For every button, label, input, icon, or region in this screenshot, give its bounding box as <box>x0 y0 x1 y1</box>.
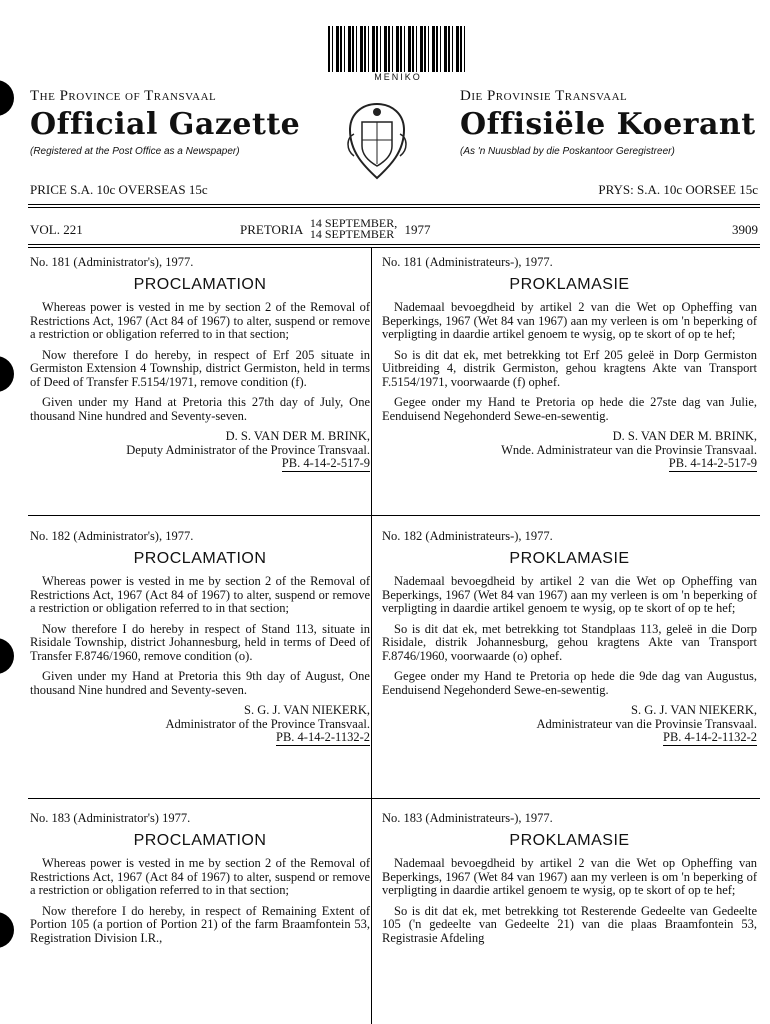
punch-hole <box>0 912 14 948</box>
paragraph: Whereas power is vested in me by section 2 of the Removal of Restrictions Act, 1967 (Act 84 of 1967) to alter, suspend or remove a restriction or obligation referred to in that section; <box>30 574 370 615</box>
proclamation-number: No. 182 (Administrateurs-), 1977. <box>382 529 553 543</box>
volume: VOL. 221 <box>30 222 83 237</box>
barcode-bars <box>328 26 468 74</box>
proclamation-183-af <box>382 812 757 952</box>
signatory-title: Administrateur van die Provinsie Transvaal. <box>536 716 757 731</box>
gazette-title-af: Offisiële Koerant <box>460 107 756 142</box>
proclamation-heading: PROCLAMATION <box>133 275 267 293</box>
paragraph: Given under my Hand at Pretoria this 9th day of August, One thousand Nine hundred and Seventy-seven. <box>30 669 370 697</box>
signatory: D. S. VAN DER M. BRINK, <box>225 429 370 443</box>
proclamation-181-af <box>382 256 757 472</box>
proclamation-182-en <box>30 530 370 746</box>
proclamation-number: No. 183 (Administrator's) 1977. <box>30 811 191 825</box>
paragraph: So is dit dat ek, met betrekking tot Resterende Gedeelte van Gedeelte 105 ('n gedeelte van Gedeelte 21) van die plaas Braamfontein 53, Registrasie Afdeling <box>382 903 757 945</box>
proclamation-heading: PROKLAMASIE <box>509 831 630 849</box>
divider <box>28 798 760 799</box>
proclamation-heading: PROKLAMASIE <box>509 549 630 567</box>
signatory-title: Administrator of the Province Transvaal. <box>165 716 370 731</box>
place: PRETORIA <box>240 222 303 237</box>
province-title-af: Die Provinsie Transvaal <box>460 88 628 104</box>
reference-number: PB. 4-14-2-1132-2 <box>276 730 370 744</box>
paragraph: So is dit dat ek, met betrekking tot Erf 205 geleë in Dorp Germiston Uitbreiding 4, distrik Germiston, gehou kragtens Akte van Transport F.5154/1971, voorwaarde (f) ophef. <box>382 347 757 389</box>
proclamation-number: No. 181 (Administrator's), 1977. <box>30 255 194 269</box>
signatory: S. G. J. VAN NIEKERK, <box>631 703 757 717</box>
proclamation-number: No. 181 (Administrateurs-), 1977. <box>382 255 553 269</box>
divider <box>28 247 760 248</box>
proclamation-heading: PROCLAMATION <box>133 549 267 567</box>
paragraph: Whereas power is vested in me by section 2 of the Removal of Restrictions Act, 1967 (Act 84 of 1967) to alter, suspend or remove a restriction or obligation referred to in that section; <box>30 300 370 341</box>
barcode <box>328 26 468 84</box>
proclamation-heading: PROKLAMASIE <box>509 275 630 293</box>
signatory: D. S. VAN DER M. BRINK, <box>612 429 757 443</box>
paragraph: Gegee onder my Hand te Pretoria op hede die 9de dag van Augustus, Eenduisend Negehonderd Sewe-en-sewentig. <box>382 669 757 697</box>
reference-number: PB. 4-14-2-517-9 <box>668 456 757 470</box>
date-en: 14 SEPTEMBER, <box>309 216 398 230</box>
signatory: S. G. J. VAN NIEKERK, <box>244 703 370 717</box>
proclamation-number: No. 183 (Administrateurs-), 1977. <box>382 811 553 825</box>
paragraph: Now therefore I do hereby, in respect of Erf 205 situate in Germiston Extension 4 Township, district Germiston, held in terms of Deed of Transfer F.5154/1971, remove condition (f). <box>30 347 370 389</box>
reference-number: PB. 4-14-2-517-9 <box>281 456 370 470</box>
paragraph: Whereas power is vested in me by section 2 of the Removal of Restrictions Act, 1967 (Act 84 of 1967) to alter, suspend or remove a restriction or obligation referred to in that section; <box>30 856 370 897</box>
paragraph: Nademaal bevoegdheid by artikel 2 van die Wet op Opheffing van Beperkings, 1967 (Wet 84 van 1967) aan my verleen is om 'n beperking of verpligting in daardie artikel genoem te wysig, op te skort of op te hef; <box>382 574 757 615</box>
price-af: PRYS: S.A. 10c OORSEE 15c <box>598 182 758 197</box>
signatory-title: Deputy Administrator of the Province Transvaal. <box>126 442 370 457</box>
coat-of-arms-icon <box>342 100 412 182</box>
masthead-english <box>30 88 340 157</box>
paragraph: So is dit dat ek, met betrekking tot Standplaas 113, geleë in die Dorp Risidale, distrik Johannesburg, gehou kragtens Akte van Transport F.8746/1960, voorwaarde (o) ophef. <box>382 621 757 663</box>
punch-hole <box>0 356 14 392</box>
reference-number: PB. 4-14-2-1132-2 <box>663 730 757 744</box>
province-title-en: The Province of Transvaal <box>30 88 217 104</box>
paragraph: Nademaal bevoegdheid by artikel 2 van die Wet op Opheffing van Beperkings, 1967 (Wet 84 van 1967) aan my verleen is om 'n beperking of verpligting in daardie artikel genoem te wysig, op te skort of op te hef; <box>382 300 757 341</box>
paragraph: Now therefore I do hereby, in respect of Remaining Extent of Portion 105 (a portion of Portion 21) of the farm Braamfontein 53, Registration Division I.R., <box>30 903 370 945</box>
paragraph: Now therefore I do hereby in respect of Stand 113, situate in Risidale Township, district Johannesburg, held in terms of Deed of Transfer F.8746/1960, remove condition (o). <box>30 621 370 663</box>
proclamation-182-af <box>382 530 757 746</box>
signatory-title: Wnde. Administrateur van die Provinsie Transvaal. <box>501 442 757 457</box>
registered-note-af: (As 'n Nuusblad by die Poskantoor Geregistreer) <box>460 146 675 157</box>
year: 1977 <box>404 222 431 237</box>
dateline <box>240 218 430 240</box>
registered-note-en: (Registered at the Post Office as a Newspaper) <box>30 146 240 157</box>
gazette-title-en: Official Gazette <box>30 107 301 142</box>
paragraph: Nademaal bevoegdheid by artikel 2 van die Wet op Opheffing van Beperkings, 1967 (Wet 84 van 1967) aan my verleen is om 'n beperking of verpligting in daardie artikel genoem te wysig, op te skort of op te hef; <box>382 856 757 897</box>
proclamation-183-en <box>30 812 370 952</box>
divider <box>28 207 760 208</box>
barcode-label: MENIKO <box>328 72 468 82</box>
price-en: PRICE S.A. 10c OVERSEAS 15c <box>30 182 208 197</box>
paragraph: Given under my Hand at Pretoria this 27th day of July, One thousand Nine hundred and Seventy-seven. <box>30 395 370 423</box>
masthead-afrikaans <box>460 88 760 157</box>
divider <box>28 244 760 245</box>
punch-hole <box>0 638 14 674</box>
date-af: 14 SEPTEMBER <box>309 227 395 241</box>
divider <box>28 515 760 516</box>
proclamation-heading: PROCLAMATION <box>133 831 267 849</box>
issue-number: 3909 <box>732 222 758 237</box>
punch-hole <box>0 80 14 116</box>
proclamation-181-en <box>30 256 370 472</box>
divider <box>28 204 760 205</box>
column-divider <box>371 248 372 1024</box>
paragraph: Gegee onder my Hand te Pretoria op hede die 27ste dag van Julie, Eenduisend Negehonderd Sewe-en-sewentig. <box>382 395 757 423</box>
proclamation-number: No. 182 (Administrator's), 1977. <box>30 529 194 543</box>
